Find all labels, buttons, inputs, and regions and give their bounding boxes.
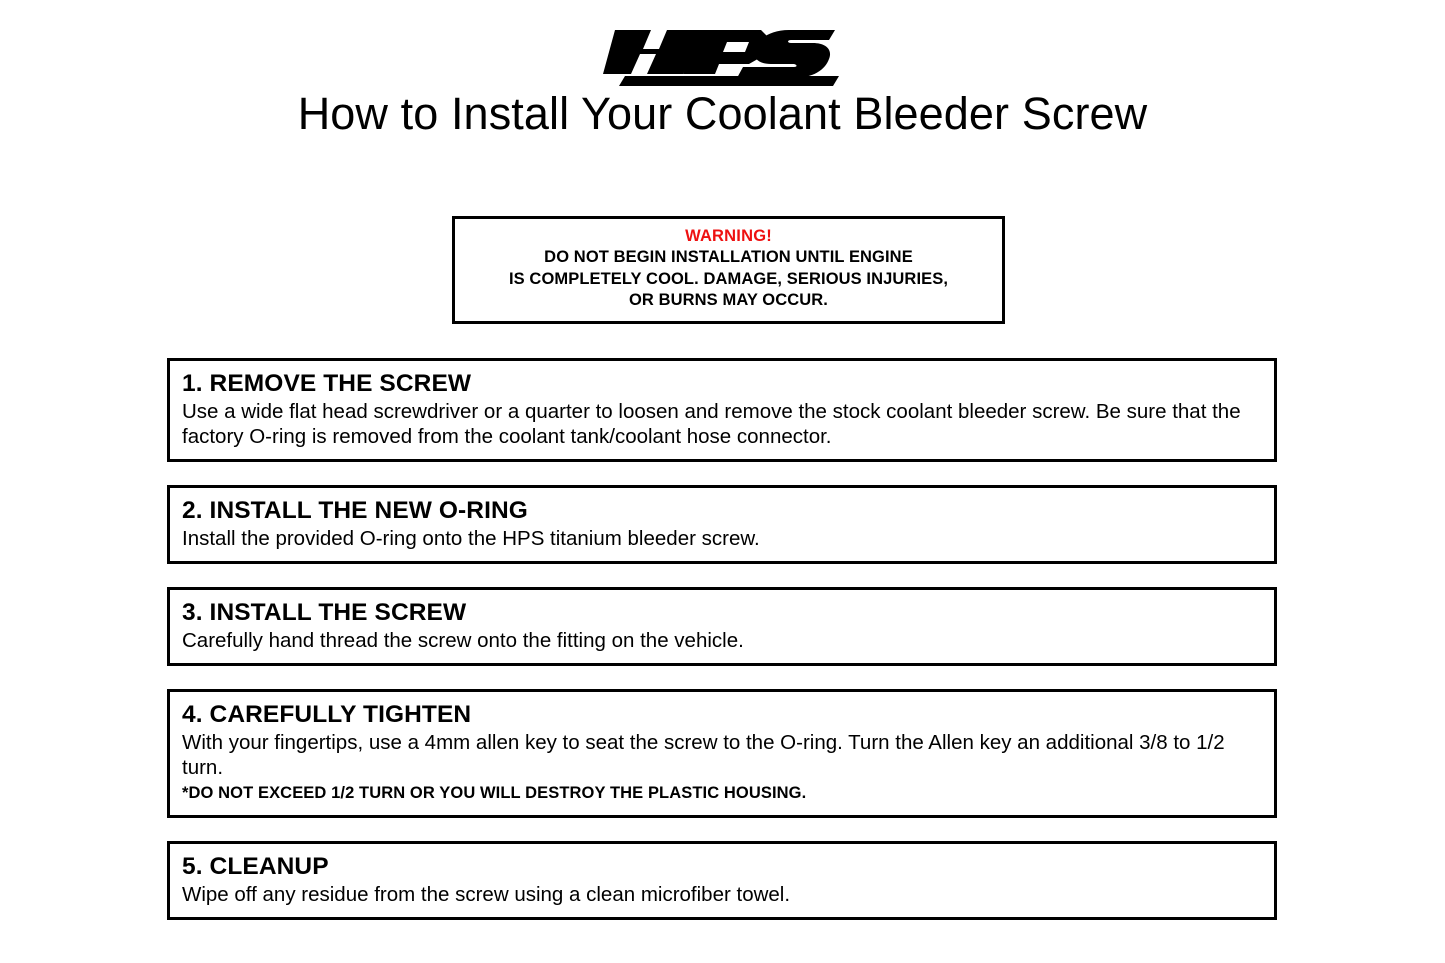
warning-line: OR BURNS MAY OCCUR. — [628, 291, 828, 309]
warning-line: IS COMPLETELY COOL. DAMAGE, SERIOUS INJURIES, — [508, 269, 949, 288]
page-title: How to Install Your Coolant Bleeder Screw — [297, 88, 1148, 139]
warning-heading: WARNING! — [685, 227, 772, 245]
step-body: Use a wide flat head screwdriver or a quarter to loosen and remove the stock coolant bleeder screw. Be sure that the factory O-ring is removed from the coolant tank/coolant hose connector. — [182, 400, 1241, 448]
step-item — [167, 689, 1277, 818]
step-body: Wipe off any residue from the screw using a clean microfiber towel. — [182, 883, 791, 906]
step-heading: 5. CLEANUP — [182, 853, 329, 880]
step-heading: 2. INSTALL THE NEW O-RING — [182, 497, 528, 524]
step-body: Install the provided O-ring onto the HPS titanium bleeder screw. — [182, 527, 760, 550]
steps-list — [167, 358, 1277, 943]
step-heading: 1. REMOVE THE SCREW — [182, 370, 472, 397]
step-heading: 3. INSTALL THE SCREW — [182, 599, 467, 626]
step-body: With your fingertips, use a 4mm allen key to seat the screw to the O-ring. Turn the Allen key an additional 3/8 to 1/2 turn. — [182, 731, 1225, 779]
step-heading: 4. CAREFULLY TIGHTEN — [182, 701, 472, 728]
brand-logo-container — [0, 0, 1445, 86]
step-item — [167, 358, 1277, 462]
step-item — [167, 587, 1277, 666]
step-body: Carefully hand thread the screw onto the fitting on the vehicle. — [182, 629, 744, 652]
warning-line: DO NOT BEGIN INSTALLATION UNTIL ENGINE — [544, 248, 913, 266]
step-item — [167, 841, 1277, 920]
warning-box — [452, 216, 1005, 324]
hps-wordmark-logo — [603, 26, 843, 88]
step-note: *DO NOT EXCEED 1/2 TURN OR YOU WILL DESTROY THE PLASTIC HOUSING. — [182, 784, 807, 802]
step-item — [167, 485, 1277, 564]
